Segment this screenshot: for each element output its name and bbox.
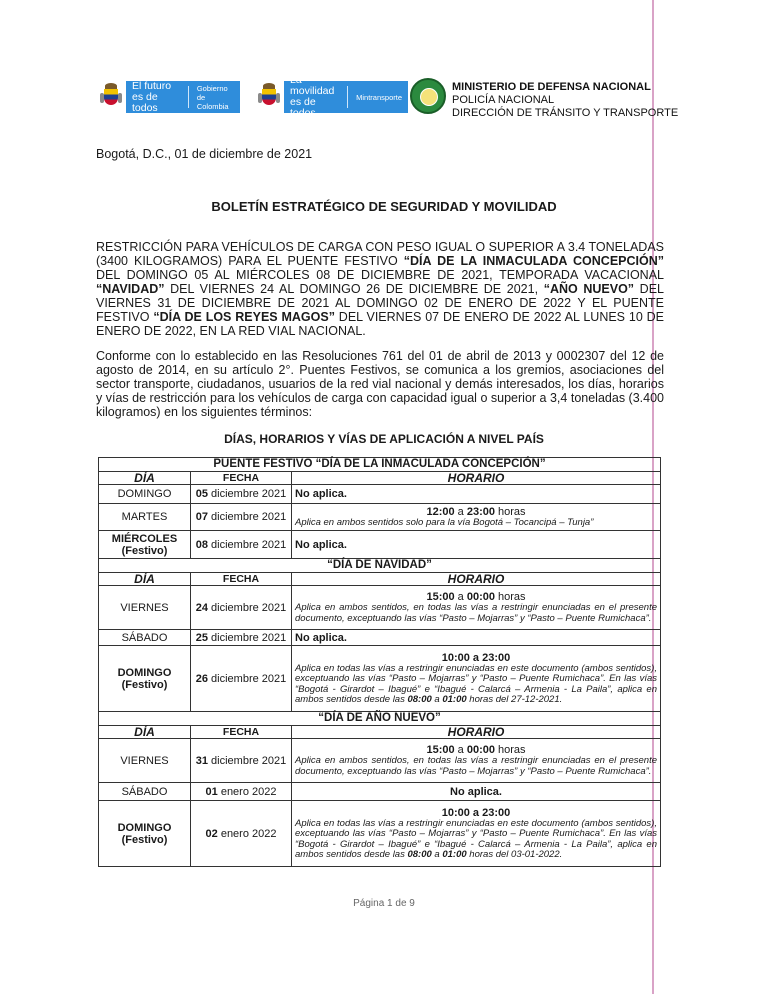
table-row [99, 531, 661, 559]
restriction-paragraph [96, 240, 664, 338]
para1-text-5: DEL VIERNES 07 DE ENERO DE 2022 AL LUNES 10 DE ENERO DE 2022, EN LA RED VIAL NACIONAL. [96, 310, 664, 338]
row-date [191, 630, 292, 646]
logo1-line2: es de todos [132, 90, 158, 114]
row-not-applicable: No aplica. [292, 485, 661, 504]
column-header-row [99, 726, 661, 739]
row-schedule [292, 646, 661, 712]
logo2-line1: La movilidad [290, 74, 335, 97]
row-day: SÁBADO [99, 783, 191, 801]
ministry-line2: POLICÍA NACIONAL [452, 94, 555, 106]
page-number: Página 1 de 9 [353, 898, 415, 909]
document-date: Bogotá, D.C., 01 de diciembre de 2021 [96, 147, 313, 161]
col-header-dia: DÍA [99, 573, 191, 586]
row-note: Aplica en ambos sentidos, en todas las vías a restringir enunciadas en el presente documento, exceptuando las vías “Pasto – Mojarras” y “Pasto – Puente Rumichaca”. [295, 755, 657, 777]
col-header-horario: HORARIO [292, 573, 661, 586]
row-date [191, 504, 292, 531]
col-header-horario: HORARIO [292, 726, 661, 739]
date-rest: enero 2022 [217, 827, 277, 840]
resolution-paragraph: Conforme con lo establecido en las Resoluciones 761 del 01 de abril de 2013 y 0002307 del 12 de agosto de 2014, en su artículo 2°. Puentes Festivos, se comunica a los gremios, asociaciones del sector transporte, ciudadanos, usuarios de la red vial nacional y demás interesados, los días, horarios y vías de restricción para los vehículos de carga con capacidad igual o superior a 3,4 toneladas (3.400 kilogramos) en los siguientes términos: [96, 349, 664, 419]
row-not-applicable: No aplica. [292, 783, 661, 801]
para1-text-2: DEL DOMINGO 05 AL MIÉRCOLES 08 DE DICIEMBRE DE 2021, TEMPORADA VACACIONAL [96, 268, 664, 282]
col-header-dia: DÍA [99, 472, 191, 485]
date-num: 05 [195, 488, 208, 500]
section-header [99, 458, 661, 472]
section-header [99, 712, 661, 726]
para1-bold-1: “DÍA DE LA INMACULADA CONCEPCIÓN” [403, 254, 664, 268]
row-schedule [292, 586, 661, 630]
document-title: BOLETÍN ESTRATÉGICO DE SEGURIDAD Y MOVILIDAD [211, 199, 557, 214]
row-date [191, 646, 292, 712]
date-num: 02 [205, 827, 218, 840]
logo-mintransporte [258, 74, 408, 119]
logo1-right2: de Colombia [196, 92, 229, 111]
row-day: MARTES [99, 504, 191, 531]
row-hours: 10:00 a 23:00 [441, 651, 511, 664]
row-hours: 10:00 a 23:00 [441, 806, 511, 819]
para1-text-4: DEL VIERNES 31 DE DICIEMBRE DE 2021 AL DOMINGO 02 DE ENERO DE 2022 Y EL PUENTE FESTIVO [96, 282, 664, 324]
date-num: 01 [205, 785, 218, 798]
para1-bold-2: “NAVIDAD” [96, 282, 165, 296]
row-note: Aplica en ambos sentidos solo para la vía Bogotá – Tocancipá – Tunja” [295, 516, 594, 528]
row-schedule [292, 739, 661, 783]
para1-bold-4: “DÍA DE LOS REYES MAGOS” [153, 310, 335, 324]
date-rest: diciembre 2021 [207, 538, 287, 551]
col-header-fecha: FECHA [191, 573, 292, 586]
schedule-table [98, 457, 661, 867]
table-row [99, 504, 661, 531]
col-header-fecha: FECHA [191, 472, 292, 485]
row-hours: 15:00 a 00:00 horas [426, 744, 526, 756]
row-hours: 15:00 a 00:00 horas [426, 591, 526, 603]
col-header-horario: HORARIO [292, 472, 661, 485]
date-num: 08 [195, 538, 208, 551]
date-rest: enero 2022 [217, 785, 277, 798]
table-row [99, 630, 661, 646]
ministry-line3: DIRECCIÓN DE TRÁNSITO Y TRANSPORTE [452, 107, 679, 119]
row-day: DOMINGO (Festivo) [99, 801, 191, 867]
row-date [191, 801, 292, 867]
row-not-applicable: No aplica. [292, 531, 661, 559]
row-date [191, 783, 292, 801]
column-header-row [99, 472, 661, 485]
column-header-row [99, 573, 661, 586]
row-not-applicable: No aplica. [292, 630, 661, 646]
row-day: SÁBADO [99, 630, 191, 646]
para1-bold-3: “AÑO NUEVO” [543, 282, 635, 296]
date-rest: diciembre 2021 [207, 631, 287, 644]
row-note: Aplica en ambos sentidos, en todas las vías a restringir enunciadas en el presente documento, exceptuando las vías “Pasto – Mojarras” y “Pasto – Puente Rumichaca”. [295, 602, 657, 624]
colombia-crest-icon [258, 83, 280, 111]
row-hours: 12:00 a 23:00 horas [426, 505, 526, 518]
row-day: MIÉRCOLES (Festivo) [99, 531, 191, 559]
row-date [191, 485, 292, 504]
date-rest: diciembre 2021 [207, 672, 287, 685]
section-header [99, 559, 661, 573]
table-subtitle: DÍAS, HORARIOS Y VÍAS DE APLICACIÓN A NIVEL PAÍS [224, 432, 544, 446]
row-day: DOMINGO (Festivo) [99, 646, 191, 712]
table-row [99, 783, 661, 801]
row-note: Aplica en todas las vías a restringir enunciadas en este documento (ambos sentidos), exceptuando las vías “Pasto – Mojarras” y “Pasto – Puente Rumichaca”. En las vías “Bogotá - Girardot – Ibagué” e “Ibagué - Calarcá – Armenia - La Paila”, aplica en ambos sentidos desde las 08:00 a 01:00 horas del 27-12-2021. [295, 662, 657, 705]
row-date [191, 586, 292, 630]
table-row [99, 801, 661, 867]
table-row [99, 646, 661, 712]
row-schedule [292, 801, 661, 867]
row-date [191, 739, 292, 783]
row-day: VIERNES [99, 586, 191, 630]
row-date [191, 531, 292, 559]
ministry-header [452, 81, 678, 120]
ministry-line1: MINISTERIO DE DEFENSA NACIONAL [452, 81, 651, 93]
logo2-line2: es de todos [290, 96, 316, 119]
section-title: “DÍA DE AÑO NUEVO” [99, 712, 661, 726]
date-num: 26 [195, 672, 208, 685]
table-row [99, 485, 661, 504]
logo-gobierno [100, 80, 240, 114]
logo2-right1: Mintransporte [356, 92, 402, 102]
row-schedule [292, 504, 661, 531]
col-header-fecha: FECHA [191, 726, 292, 739]
section-title: “DÍA DE NAVIDAD” [99, 559, 661, 573]
date-num: 31 [195, 754, 208, 767]
logo1-right1: Gobierno [196, 83, 228, 93]
date-rest: diciembre 2021 [207, 601, 287, 614]
row-day: DOMINGO [99, 485, 191, 504]
logo1-line1: El futuro [132, 79, 172, 92]
date-rest: diciembre 2021 [207, 511, 287, 523]
colombia-crest-icon [100, 83, 122, 111]
row-day: VIERNES [99, 739, 191, 783]
date-rest: diciembre 2021 [207, 754, 287, 767]
police-seal-icon [410, 78, 446, 114]
table-row [99, 739, 661, 783]
row-note: Aplica en todas las vías a restringir enunciadas en este documento (ambos sentidos), exceptuando las vías “Pasto – Mojarras” y “Pasto – Puente Rumichaca”. En las vías “Bogotá - Girardot – Ibagué” e “Ibagué - Calarcá – Armenia - La Paila”, aplica en ambos sentidos desde las 08:00 a 01:00 horas del 03-01-2022. [295, 817, 657, 860]
para1-text-1: RESTRICCIÓN PARA VEHÍCULOS DE CARGA CON PESO IGUAL O SUPERIOR A 3.4 TONELADAS (3400 KILOGRAMOS) PARA EL PUENTE FESTIVO [96, 240, 664, 268]
section-title: PUENTE FESTIVO “DÍA DE LA INMACULADA CONCEPCIÓN” [99, 458, 661, 472]
date-num: 25 [195, 631, 208, 644]
col-header-dia: DÍA [99, 726, 191, 739]
date-num: 24 [195, 601, 208, 614]
table-row [99, 586, 661, 630]
date-num: 07 [195, 511, 208, 523]
date-rest: diciembre 2021 [207, 488, 287, 500]
para1-text-3: DEL VIERNES 24 AL DOMINGO 26 DE DICIEMBRE DE 2021, [164, 282, 544, 296]
